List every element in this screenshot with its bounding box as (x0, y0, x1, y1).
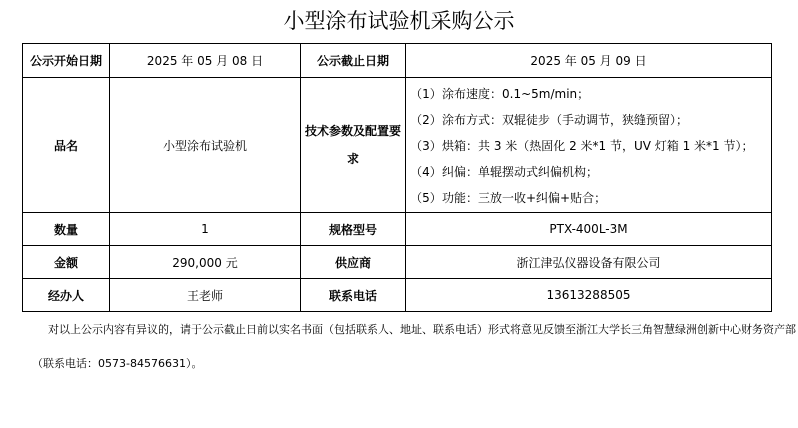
tech-param-text: 功能：三放一收+纠偏+贴合； (442, 190, 607, 205)
table-row (23, 213, 772, 246)
supplier-value: 浙江津弘仪器设备有限公司 (406, 246, 772, 279)
tech-param-number: （5） (410, 190, 442, 205)
publish-start-label: 公示开始日期 (23, 44, 110, 78)
tech-param-number: （3） (410, 138, 442, 153)
objection-contact-phone: （联系电话：0573-84576631）。 (32, 357, 203, 370)
amount-value: 290,000 元 (110, 246, 301, 279)
quantity-value: 1 (110, 213, 301, 246)
tech-params-list (406, 78, 772, 213)
contact-phone-label: 联系电话 (301, 279, 406, 312)
model-label: 规格型号 (301, 213, 406, 246)
table-row (23, 279, 772, 312)
objection-note: 对以上公示内容有异议的，请于公示截止日前以实名书面（包括联系人、地址、联系电话）形式将意见反馈至浙江大学长三角智慧绿洲创新中心财务资产部 (48, 323, 796, 336)
publish-end-value: 2025 年 05 月 09 日 (406, 44, 772, 78)
tech-param-number: （4） (410, 164, 442, 179)
tech-param-item (410, 80, 767, 106)
tech-param-item (410, 106, 767, 132)
tech-param-text: 涂布方式：双辊徒步（手动调节，狭缝预留）； (442, 112, 689, 127)
supplier-label: 供应商 (301, 246, 406, 279)
tech-param-number: （1） (410, 86, 442, 101)
table-row (23, 44, 772, 78)
page-title: 小型涂布试验机采购公示 (283, 9, 515, 33)
tech-param-text: 烘箱：共 3 米（热固化 2 米*1 节，UV 灯箱 1 米*1 节）； (442, 138, 754, 153)
publish-end-label: 公示截止日期 (301, 44, 406, 78)
product-name-value: 小型涂布试验机 (110, 78, 301, 213)
tech-param-text: 涂布速度：0.1~5m/min； (442, 86, 590, 101)
handler-label: 经办人 (23, 279, 110, 312)
model-value: PTX-400L-3M (406, 213, 772, 246)
tech-param-item (410, 132, 767, 158)
quantity-label: 数量 (23, 213, 110, 246)
tech-param-text: 纠偏：单辊摆动式纠偏机构； (442, 164, 599, 179)
tech-param-item (410, 184, 767, 210)
table-row (23, 246, 772, 279)
tech-param-item (410, 158, 767, 184)
amount-label: 金额 (23, 246, 110, 279)
product-name-label: 品名 (23, 78, 110, 213)
table-row (23, 78, 772, 213)
tech-param-number: （2） (410, 112, 442, 127)
contact-phone-value: 13613288505 (406, 279, 772, 312)
handler-value: 王老师 (110, 279, 301, 312)
procurement-table (22, 43, 772, 312)
publish-start-value: 2025 年 05 月 08 日 (110, 44, 301, 78)
tech-params-label: 技术参数及配置要求 (301, 78, 406, 213)
